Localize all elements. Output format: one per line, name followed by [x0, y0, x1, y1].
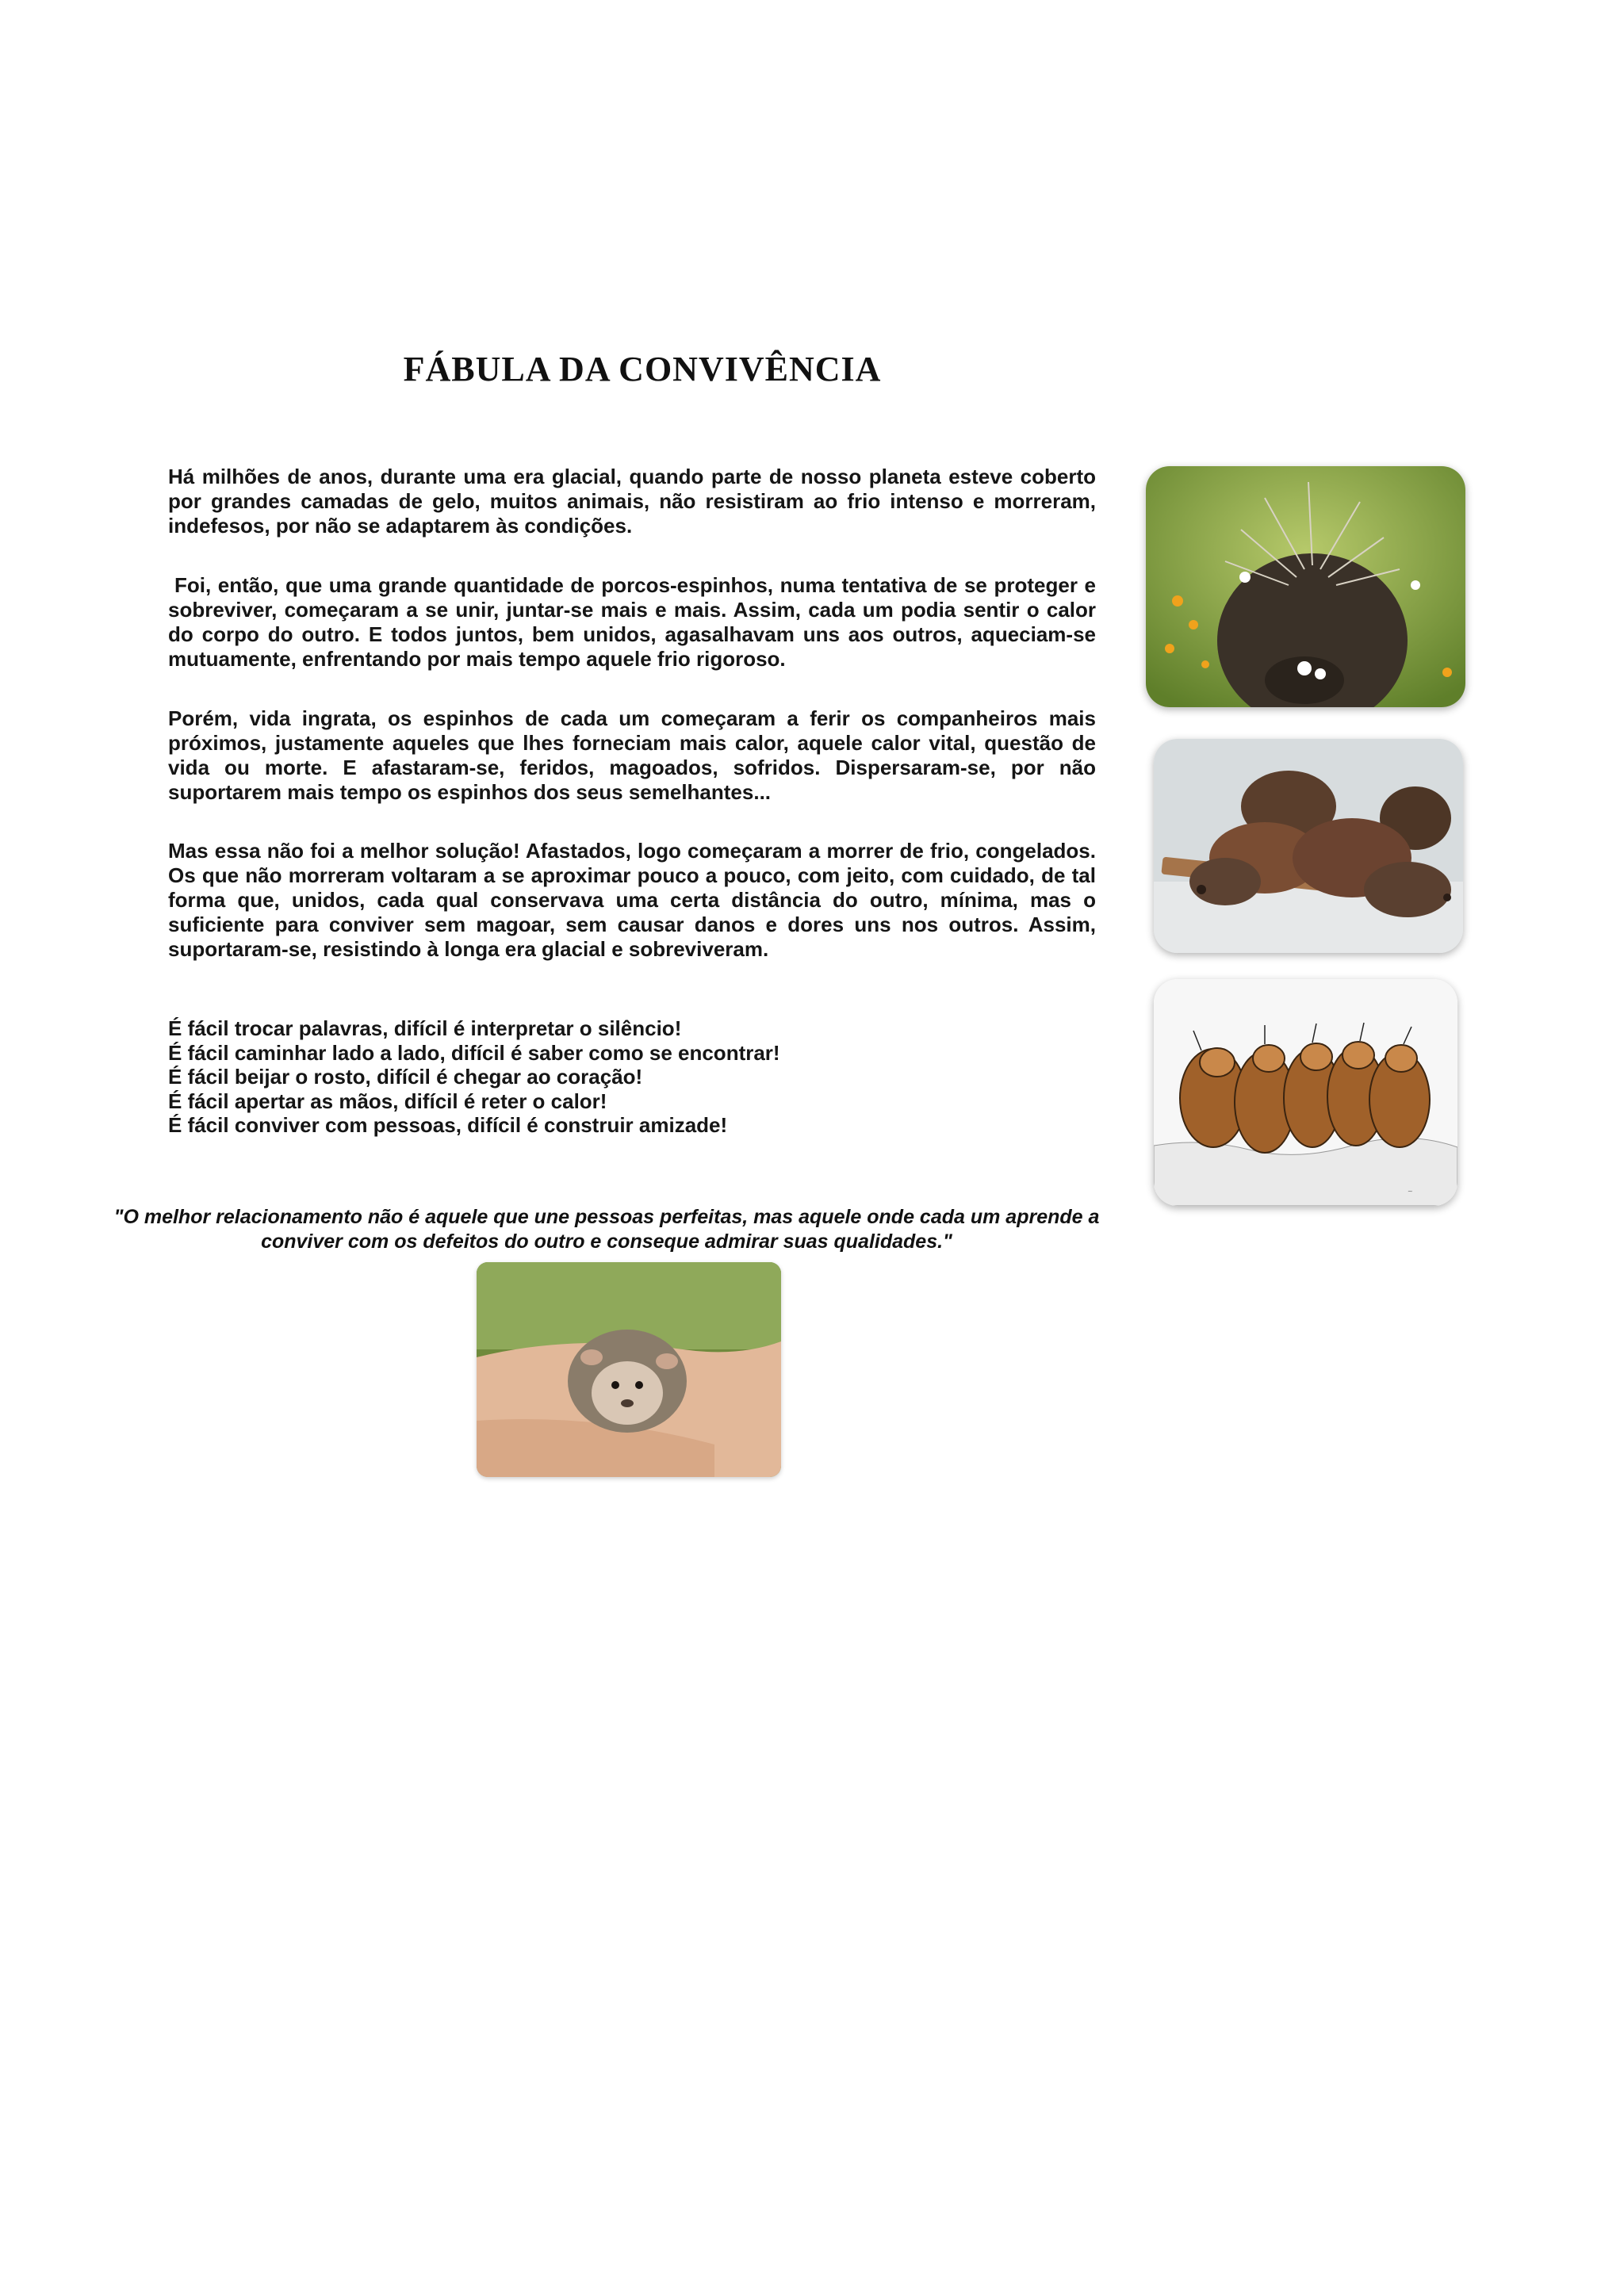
paragraph-4: Mas essa não foi a melhor solução! Afastados, logo começaram a morrer de frio, congelados. Os que não morreram voltaram a se aproximar pouco a pouco, com jeito, com cuidado, de tal forma que, unidos, cada qual conservava uma certa distância do outro, mínima, mas o suficiente para conviver sem magoar, sem causar danos e dores uns nos outros. Assim, suportaram-se, resistindo à longa era glacial e sobreviveram.	[168, 839, 1096, 961]
paragraph-2: Foi, então, que uma grande quantidade de porcos-espinhos, numa tentativa de se proteger e sobreviver, começaram a se unir, juntar-se mais e mais. Assim, cada um podia sentir o calor do corpo do outro. E todos juntos, bem unidos, agasalhavam uns aos outros, aqueciam-se mutuamente, enfrentando por mais tempo aquele frio rigoroso.	[168, 573, 1096, 671]
sayings-list	[168, 1016, 780, 1138]
svg-text:~: ~	[1408, 1188, 1413, 1195]
saying-line: É fácil apertar as mãos, difícil é reter o calor!	[168, 1089, 607, 1113]
saying-line: É fácil trocar palavras, difícil é interpretar o silêncio!	[168, 1016, 682, 1040]
document-title: FÁBULA DA CONVIVÊNCIA	[403, 350, 882, 388]
hedgehog-group-photo	[1154, 739, 1463, 953]
saying-line: É fácil caminhar lado a lado, difícil é saber como se encontrar!	[168, 1040, 780, 1065]
saying-line: É fácil conviver com pessoas, difícil é construir amizade!	[168, 1113, 728, 1137]
cartoon-porcupines-image	[1154, 979, 1457, 1206]
paragraph-1: Há milhões de anos, durante uma era glacial, quando parte de nosso planeta esteve coberto por grandes camadas de gelo, muitos animais, não resistiram ao frio intenso e morreram, indefesos, por não se adaptarem às condições.	[168, 465, 1096, 538]
baby-hedgehog-photo	[477, 1262, 781, 1477]
closing-quote: "O melhor relacionamento não é aquele que une pessoas perfeitas, mas aquele onde cada um aprende a conviver com os defeitos do outro e conseque admirar suas qualidades."	[113, 1206, 1100, 1253]
paragraph-3: Porém, vida ingrata, os espinhos de cada um começaram a ferir os companheiros mais próximos, justamente aqueles que lhes forneciam mais calor, aquele calor vital, questão de vida ou morte. E afastaram-se, feridos, magoados, sofridos. Dispersaram-se, por não suportarem mais tempo os espinhos dos seus semelhantes...	[168, 706, 1096, 804]
porcupine-photo	[1146, 466, 1465, 707]
saying-line: É fácil beijar o rosto, difícil é chegar ao coração!	[168, 1065, 643, 1089]
